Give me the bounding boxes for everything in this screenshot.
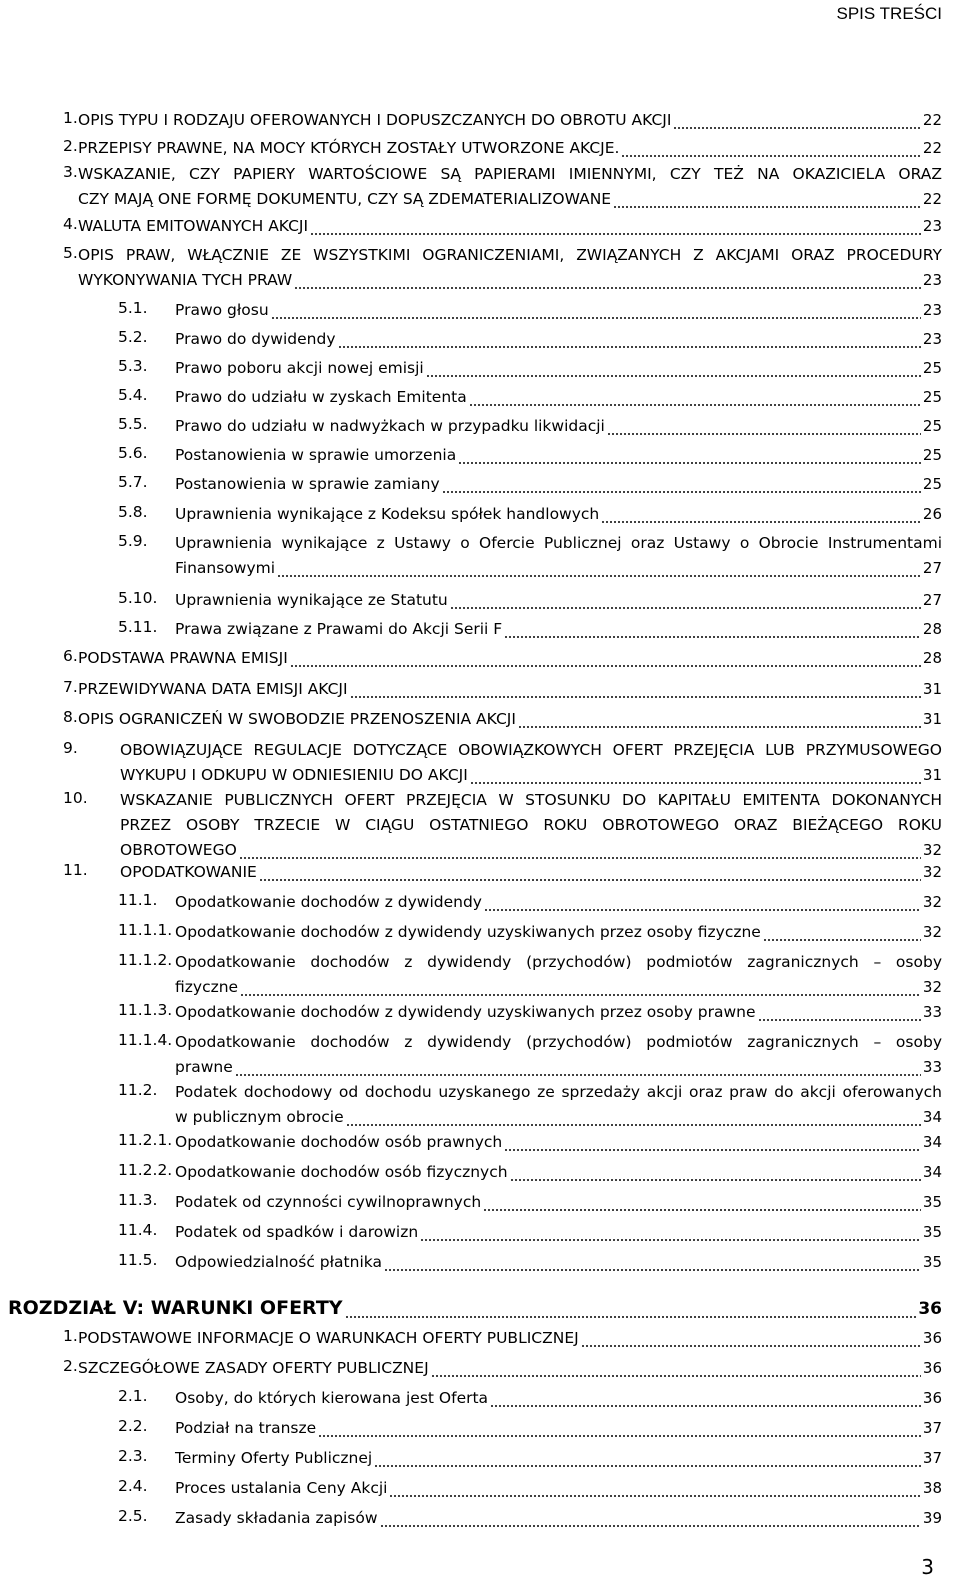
toc-entry[interactable] <box>118 356 942 381</box>
toc-entry[interactable] <box>118 443 942 468</box>
dot-leader <box>271 317 921 319</box>
entry-title: ROZDZIAŁ V: WARUNKI OFERTY <box>8 1297 343 1319</box>
dot-leader <box>601 521 921 523</box>
entry-title-line: OBOWIĄZUJĄCE REGULACJE DOTYCZĄCE OBOWIĄZKOWYCH OFERT PRZEJĘCIA LUB PRZYMUSOWEGO <box>120 741 942 759</box>
entry-number: 5. <box>63 244 78 262</box>
entry-page-ref: 31 <box>922 766 942 784</box>
toc-entry[interactable] <box>118 327 942 352</box>
entry-number: 11.3. <box>118 1191 158 1209</box>
toc-entry[interactable] <box>118 298 942 323</box>
entry-page-ref: 22 <box>922 139 942 157</box>
page-number: 3 <box>921 1555 934 1579</box>
dot-leader <box>310 233 921 235</box>
entry-page-ref: 32 <box>922 978 942 996</box>
entry-number: 2.1. <box>118 1387 148 1405</box>
entry-title: Opodatkowanie dochodów osób fizycznych <box>175 1163 508 1181</box>
entry-number: 11. <box>63 861 88 879</box>
entry-title-line: Opodatkowanie dochodów z dywidendy (przychodów) podmiotów zagranicznych – osoby <box>175 953 942 971</box>
toc-entry[interactable] <box>118 414 942 439</box>
entry-title: Zasady składania zapisów <box>175 1509 378 1527</box>
dot-leader <box>758 1019 921 1021</box>
toc-entry[interactable] <box>118 1416 942 1441</box>
entry-title: Opodatkowanie dochodów osób prawnych <box>175 1133 503 1151</box>
entry-number: 11.1.2. <box>118 951 173 969</box>
dot-leader <box>259 879 921 881</box>
entry-number: 5.2. <box>118 328 148 346</box>
entry-page-ref: 37 <box>922 1419 942 1437</box>
entry-number: 2. <box>63 1357 78 1375</box>
dot-leader <box>380 1525 921 1527</box>
entry-page-ref: 35 <box>922 1253 942 1271</box>
dot-leader <box>621 155 920 157</box>
toc-entry[interactable] <box>118 1190 942 1215</box>
toc-entry[interactable] <box>63 1356 942 1381</box>
entry-number: 4. <box>63 215 78 233</box>
entry-title: Prawa związane z Prawami do Akcji Serii F <box>175 620 503 638</box>
entry-title: WYKUPU I ODKUPU W ODNIESIENIU DO AKCJI <box>120 766 468 784</box>
entry-title: Opodatkowanie dochodów z dywidendy uzyskiwanych przez osoby prawne <box>175 1003 756 1021</box>
dot-leader <box>581 1345 921 1347</box>
entry-page-ref: 28 <box>922 649 942 667</box>
entry-title: Prawo do dywidendy <box>175 330 336 348</box>
dot-leader <box>240 994 921 996</box>
entry-number: 5.6. <box>118 444 148 462</box>
entry-title: Prawo do udziału w nadwyżkach w przypadku likwidacji <box>175 417 605 435</box>
dot-leader <box>318 1435 921 1437</box>
entry-number: 9. <box>63 739 78 757</box>
entry-title: Proces ustalania Ceny Akcji <box>175 1479 388 1497</box>
entry-page-ref: 25 <box>922 475 942 493</box>
toc-entry[interactable] <box>118 1220 942 1245</box>
entry-page-ref: 33 <box>922 1058 942 1076</box>
toc-entry[interactable] <box>63 162 942 212</box>
entry-page-ref: 27 <box>922 559 942 577</box>
entry-title: fizyczne <box>175 978 239 996</box>
entry-title-line: WSKAZANIE, CZY PAPIERY WARTOŚCIOWE SĄ PAPIERAMI IMIENNYMI, CZY TEŻ NA OKAZICIELA ORAZ <box>78 165 942 183</box>
entry-title: Uprawnienia wynikające z Kodeksu spółek handlowych <box>175 505 600 523</box>
entry-title: WALUTA EMITOWANYCH AKCJI <box>78 217 309 235</box>
entry-number: 1. <box>63 109 78 127</box>
dot-leader <box>510 1179 921 1181</box>
toc-entry[interactable] <box>118 890 942 915</box>
toc-entry[interactable] <box>63 738 942 788</box>
entry-number: 11.1.1. <box>118 921 173 939</box>
toc-entry[interactable] <box>118 950 942 1000</box>
toc-entry[interactable] <box>118 1030 942 1080</box>
dot-leader <box>518 726 921 728</box>
dot-leader <box>613 206 921 208</box>
toc-entry[interactable] <box>118 472 942 497</box>
entry-page-ref: 22 <box>922 111 942 129</box>
dot-leader <box>384 1269 921 1271</box>
entry-page-ref: 26 <box>922 505 942 523</box>
entry-number: 5.1. <box>118 299 148 317</box>
entry-number: 2.2. <box>118 1417 148 1435</box>
dot-leader <box>374 1465 921 1467</box>
entry-number: 2.4. <box>118 1477 148 1495</box>
entry-title: Prawo do udziału w zyskach Emitenta <box>175 388 467 406</box>
toc-entry[interactable] <box>63 677 942 702</box>
entry-page-ref: 36 <box>922 1329 942 1347</box>
entry-title: PRZEWIDYWANA DATA EMISJI AKCJI <box>78 680 348 698</box>
entry-title: PODSTAWOWE INFORMACJE O WARUNKACH OFERTY PUBLICZNEJ <box>78 1329 579 1347</box>
entry-page-ref: 23 <box>922 271 942 289</box>
dot-leader <box>346 1124 921 1126</box>
dot-leader <box>338 346 921 348</box>
dot-leader <box>763 939 921 941</box>
entry-number: 2.3. <box>118 1447 148 1465</box>
entry-title: Podatek od czynności cywilnoprawnych <box>175 1193 482 1211</box>
entry-page-ref: 25 <box>922 359 942 377</box>
entry-title: WYKONYWANIA TYCH PRAW <box>78 271 293 289</box>
entry-page-ref: 22 <box>922 190 942 208</box>
entry-page-ref: 25 <box>922 388 942 406</box>
entry-title: Opodatkowanie dochodów z dywidendy <box>175 893 482 911</box>
entry-page-ref: 34 <box>922 1163 942 1181</box>
entry-title: Podział na transze <box>175 1419 317 1437</box>
running-header: SPIS TREŚCI <box>836 4 942 23</box>
entry-title: Osoby, do których kierowana jest Oferta <box>175 1389 489 1407</box>
toc-entry[interactable] <box>118 502 942 527</box>
dot-leader <box>277 575 921 577</box>
dot-leader <box>673 127 920 129</box>
entry-title-line: Podatek dochodowy od dochodu uzyskanego ze sprzedaży akcji oraz praw do akcji oferowanych <box>175 1083 942 1101</box>
toc-entry[interactable] <box>118 920 942 945</box>
toc-entry[interactable] <box>118 1160 942 1185</box>
entry-page-ref: 31 <box>922 680 942 698</box>
entry-title: Prawo poboru akcji nowej emisji <box>175 359 424 377</box>
entry-page-ref: 34 <box>922 1133 942 1151</box>
dot-leader <box>290 665 921 667</box>
entry-page-ref: 35 <box>922 1193 942 1211</box>
dot-leader <box>607 433 921 435</box>
toc-entry[interactable] <box>118 1506 942 1531</box>
toc-entry[interactable] <box>63 646 942 671</box>
toc-entry[interactable] <box>118 1446 942 1471</box>
dot-leader <box>469 404 921 406</box>
entry-number: 5.8. <box>118 503 148 521</box>
toc-entry[interactable] <box>118 385 942 410</box>
entry-number: 11.2.2. <box>118 1161 173 1179</box>
entry-page-ref: 38 <box>922 1479 942 1497</box>
toc-entry[interactable] <box>118 1130 942 1155</box>
dot-leader <box>420 1239 921 1241</box>
toc-entry[interactable] <box>118 531 942 581</box>
entry-page-ref: 23 <box>922 301 942 319</box>
dot-leader <box>484 909 921 911</box>
dot-leader <box>490 1405 921 1407</box>
entry-title: Postanowienia w sprawie umorzenia <box>175 446 457 464</box>
entry-page-ref: 39 <box>922 1509 942 1527</box>
entry-title: Postanowienia w sprawie zamiany <box>175 475 440 493</box>
entry-page-ref: 27 <box>922 591 942 609</box>
entry-title: Uprawnienia wynikające ze Statutu <box>175 591 448 609</box>
entry-title: w publicznym obrocie <box>175 1108 344 1126</box>
toc-entry[interactable] <box>63 707 942 732</box>
toc-entry[interactable] <box>118 1386 942 1411</box>
entry-number: 5.10. <box>118 589 158 607</box>
entry-number: 2. <box>63 137 78 155</box>
entry-title: Finansowymi <box>175 559 276 577</box>
entry-number: 8. <box>63 708 78 726</box>
entry-number: 11.1.4. <box>118 1031 173 1049</box>
entry-number: 6. <box>63 647 78 665</box>
entry-number: 11.5. <box>118 1251 158 1269</box>
entry-title: PODSTAWA PRAWNA EMISJI <box>78 649 288 667</box>
entry-page-ref: 36 <box>922 1389 942 1407</box>
entry-page-ref: 36 <box>922 1359 942 1377</box>
entry-page-ref: 31 <box>922 710 942 728</box>
entry-title: CZY MAJĄ ONE FORMĘ DOKUMENTU, CZY SĄ ZDEMATERIALIZOWANE <box>78 190 612 208</box>
entry-number: 1. <box>63 1327 78 1345</box>
entry-number: 11.4. <box>118 1221 158 1239</box>
entry-number: 5.7. <box>118 473 148 491</box>
entry-title: SZCZEGÓŁOWE ZASADY OFERTY PUBLICZNEJ <box>78 1359 429 1377</box>
entry-number: 10. <box>63 789 88 807</box>
entry-page-ref: 32 <box>922 863 942 881</box>
entry-number: 5.9. <box>118 532 148 550</box>
dot-leader <box>431 1375 921 1377</box>
dot-leader <box>389 1495 920 1497</box>
dot-leader <box>504 1149 921 1151</box>
dot-leader <box>426 375 921 377</box>
entry-number: 3. <box>63 163 78 181</box>
entry-page-ref: 33 <box>922 1003 942 1021</box>
dot-leader <box>442 491 921 493</box>
entry-title-line: Opodatkowanie dochodów z dywidendy (przychodów) podmiotów zagranicznych – osoby <box>175 1033 942 1051</box>
toc-entry[interactable] <box>118 1000 942 1025</box>
entry-page-ref: 36 <box>918 1299 942 1319</box>
entry-page-ref: 23 <box>922 330 942 348</box>
toc-entry[interactable] <box>118 1080 942 1130</box>
entry-number: 11.1. <box>118 891 158 909</box>
entry-title: PRZEPISY PRAWNE, NA MOCY KTÓRYCH ZOSTAŁY UTWORZONE AKCJE. <box>78 139 620 157</box>
entry-title-line: PRZEZ OSOBY TRZECIE W CIĄGU OSTATNIEGO ROKU OBROTOWEGO ORAZ BIEŻĄCEGO ROKU <box>120 816 942 834</box>
toc-entry[interactable] <box>63 136 942 161</box>
dot-leader <box>504 636 921 638</box>
entry-number: 2.5. <box>118 1507 148 1525</box>
entry-page-ref: 32 <box>922 893 942 911</box>
entry-number: 7. <box>63 678 78 696</box>
entry-number: 5.4. <box>118 386 148 404</box>
entry-page-ref: 25 <box>922 417 942 435</box>
entry-title: Odpowiedzialność płatnika <box>175 1253 382 1271</box>
entry-title: OBROTOWEGO <box>120 841 237 859</box>
toc-entry[interactable] <box>63 1326 942 1351</box>
entry-number: 11.1.3. <box>118 1001 173 1019</box>
dot-leader <box>350 696 921 698</box>
entry-page-ref: 37 <box>922 1449 942 1467</box>
entry-number: 5.5. <box>118 415 148 433</box>
entry-title: OPIS OGRANICZEŃ W SWOBODZIE PRZENOSZENIA AKCJI <box>78 710 516 728</box>
dot-leader <box>345 1316 917 1318</box>
entry-title-line: OPIS PRAW, WŁĄCZNIE ZE WSZYSTKIMI OGRANICZENIAMI, ZWIĄZANYCH Z AKCJAMI ORAZ PROCEDURY <box>78 246 942 264</box>
dot-leader <box>235 1074 921 1076</box>
entry-title-line: Uprawnienia wynikające z Ustawy o Ofercie Publicznej oraz Ustawy o Obrocie Instrumentami <box>175 534 942 552</box>
entry-number: 11.2.1. <box>118 1131 173 1149</box>
entry-title: prawne <box>175 1058 233 1076</box>
toc-entry[interactable] <box>63 788 942 863</box>
entry-page-ref: 32 <box>922 841 942 859</box>
dot-leader <box>483 1209 921 1211</box>
entry-number: 5.11. <box>118 618 158 636</box>
toc-entry[interactable] <box>63 214 942 239</box>
chapter-heading[interactable] <box>8 1296 942 1322</box>
toc-entry[interactable] <box>63 860 942 885</box>
dot-leader <box>470 782 921 784</box>
dot-leader <box>458 462 921 464</box>
toc-entry[interactable] <box>63 243 942 293</box>
dot-leader <box>294 287 921 289</box>
entry-page-ref: 34 <box>922 1108 942 1126</box>
toc-entry[interactable] <box>118 1250 942 1275</box>
dot-leader <box>239 857 921 859</box>
entry-title: Prawo głosu <box>175 301 269 319</box>
entry-title: Opodatkowanie dochodów z dywidendy uzyskiwanych przez osoby fizyczne <box>175 923 761 941</box>
dot-leader <box>450 607 921 609</box>
entry-title: OPIS TYPU I RODZAJU OFEROWANYCH I DOPUSZCZANYCH DO OBROTU AKCJI <box>78 111 672 129</box>
entry-page-ref: 28 <box>922 620 942 638</box>
entry-page-ref: 23 <box>922 217 942 235</box>
entry-number: 5.3. <box>118 357 148 375</box>
entry-page-ref: 32 <box>922 923 942 941</box>
toc-entry[interactable] <box>118 588 942 613</box>
toc-entry[interactable] <box>118 617 942 642</box>
toc-entry[interactable] <box>63 108 942 133</box>
entry-title-line: WSKAZANIE PUBLICZNYCH OFERT PRZEJĘCIA W STOSUNKU DO KAPITAŁU EMITENTA DOKONANYCH <box>120 791 942 809</box>
entry-title: Terminy Oferty Publicznej <box>175 1449 373 1467</box>
entry-page-ref: 35 <box>922 1223 942 1241</box>
toc-entry[interactable] <box>118 1476 942 1501</box>
entry-number: 11.2. <box>118 1081 158 1099</box>
entry-title: Podatek od spadków i darowizn <box>175 1223 419 1241</box>
entry-page-ref: 25 <box>922 446 942 464</box>
entry-title: OPODATKOWANIE <box>120 863 257 881</box>
